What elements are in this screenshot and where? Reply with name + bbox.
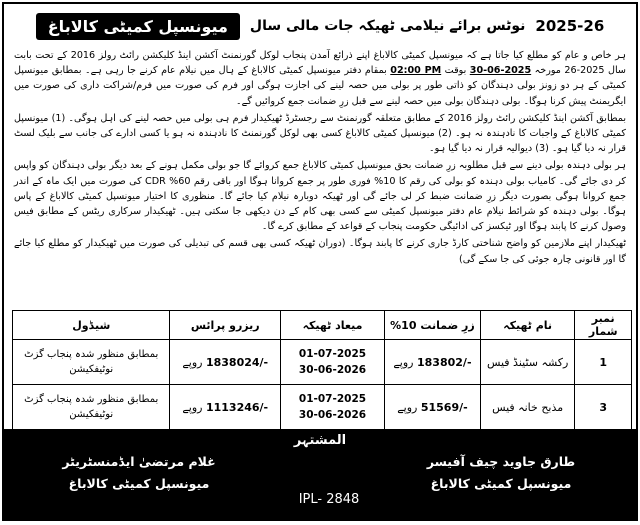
notice-body: [14, 48, 626, 269]
row-reserve-price: [170, 385, 280, 430]
row-duration: [280, 340, 384, 385]
reserve-amount: 1113246/-: [205, 400, 269, 414]
auction-date: 30-06-2025: [469, 65, 532, 77]
signature-chief-officer: [406, 451, 596, 495]
fiscal-year: 2025-26: [535, 17, 605, 35]
header-serial: نمبر شمار: [575, 311, 632, 340]
signature-administrator: [44, 451, 234, 495]
row-schedule: بمطابق منظور شدہ پنجاب گزٹ نوٹیفکیشن: [13, 385, 170, 430]
ipl-number: IPL- 2848: [298, 492, 360, 507]
administrator-org: میونسپل کمیٹی کالاباغ: [68, 476, 210, 491]
paragraph-3: ہر بولی دہندہ بولی دینے سے قبل مطلوبہ زرِ ضمانت بحق میونسپل کمیٹی کالاباغ جمع کروائے گا جو بولی مکمل ہونے کے بعد دیگر بولی دہندگان کو واپس کر دی جائے گی۔ کامیاب بولی دہندہ کو بولی کی رقم کا 10% فوری طور پر جمع کروانا ہوگا اور باقی رقم 60% CDR کی صورت میں ایک ماہ کے اندر جمع کروانا ہوگی بصورت دیگر زرِ ضمانت ضبط کر لی جائے گی اور ٹھیکہ دوبارہ نیلام کیا جائے گا۔ منظوری کا اختیار میونسپل کمیٹی کالاباغ کے پاس ہوگا۔ بولی دہندہ کو شرائط نیلام عام دفتر میونسپل کمیٹی سے کسی بھی کام کے دن دیکھی جا سکتی ہیں۔ ٹھیکیدار سرکاری ریٹس کے مطابق فیس وصول کرنے کا پابند ہوگا اور ٹیکسز کی ادائیگی حکومت پنجاب کے قواعد کے مطابق کرے گا۔: [14, 160, 626, 233]
row-contract-name: مذبح خانہ فیس: [480, 385, 575, 430]
deposit-amount: 51569/-: [420, 400, 468, 414]
notice-header: [24, 8, 616, 44]
row-reserve-price: [170, 340, 280, 385]
row-deposit: [385, 385, 481, 430]
paragraph-1-rest: بمقام دفتر میونسپل کمیٹی کالاباغ کے ہال میں نیلام عام کرنے جا رہی ہے۔ بمطابق میونسپل کمیٹی کے ہر دو زونز بولی دہندگان کو ذاتی طور پر بولی میں حصہ لینے کی اجازت ہوگی اور فرم کی صورت میں فرم/شراکت داری کی صورت میں ایگریمنٹ پیش کرنا ہوگا۔ بولی دہندگان بولی میں حصہ لینے سے قبل زرِ ضمانت جمع کروائیں گے۔: [14, 65, 626, 107]
header-duration: میعاد ٹھیکہ: [280, 311, 384, 340]
paragraph-1-text: ہر خاص و عام کو مطلع کیا جاتا ہے کہ میونسپل کمیٹی کالاباغ اپنے ذرائع آمدن پنجاب لوکل گورنمنٹ آکشن اینڈ کلیکشن رائٹ رولز 2016 کے تحت بابت سال 2025-26 مورخہ: [14, 50, 626, 77]
row-schedule: بمطابق منظور شدہ پنجاب گزٹ نوٹیفکیشن: [13, 340, 170, 385]
chief-officer-name: طارق جاوید چیف آفیسر: [426, 454, 576, 469]
paragraph-1-mid: بوقت: [444, 65, 467, 77]
administrator-name: غلام مرتضیٰ ایڈمنسٹریٹر: [62, 454, 216, 469]
row-serial: 3: [575, 385, 632, 430]
reserve-amount: 1838024/-: [205, 355, 269, 369]
header-contract-name: نام ٹھیکہ: [480, 311, 575, 340]
notice-title: نوٹس برائے نیلامی ٹھیکہ جات مالی سال: [249, 18, 526, 34]
header-schedule: شیڈول: [13, 311, 170, 340]
auction-time: 02:00 PM: [390, 65, 442, 77]
header-deposit: زرِ ضمانت 10%: [385, 311, 481, 340]
row-duration: [280, 385, 384, 430]
duration-start: 01-07-2025: [298, 393, 367, 405]
header-reserve-price: ریزرو پرائس: [170, 311, 280, 340]
notice-page: [2, 2, 638, 521]
duration-end: 30-06-2026: [298, 409, 367, 421]
paragraph-1: [14, 48, 626, 109]
duration-end: 30-06-2026: [298, 364, 367, 376]
row-deposit: [385, 340, 481, 385]
row-contract-name: رکشہ سٹینڈ فیس: [480, 340, 575, 385]
paragraph-4: ٹھیکیدار اپنے ملازمین کو واضح شناختی کارڈ جاری کرنے کا پابند ہوگا۔ (دوران ٹھیکہ کسی بھی قسم کی تبدیلی کی صورت میں ٹھیکیدار کو مطلع کیا جائے گا اور قانونی چارہ جوئی کی جا سکے گی): [14, 238, 626, 265]
deposit-amount: 183802/-: [417, 355, 472, 369]
footer-band: [4, 429, 636, 519]
table-row: [13, 385, 632, 430]
row-serial: 1: [575, 340, 632, 385]
deposit-unit: روپے: [393, 355, 414, 369]
deposit-unit: روپے: [397, 400, 418, 414]
reserve-unit: روپے: [182, 400, 203, 414]
org-name-banner: میونسپل کمیٹی کالاباغ: [36, 13, 240, 40]
paragraph-2: بمطابق آکشن اینڈ کلیکشن رائٹ رولز 2016 کے مطابق متعلقہ گورنمنٹ سے رجسٹرڈ ٹھیکیدار فرم ہی بولی میں حصہ لینے کی اہل ہوگی۔ (1) میونسپل کمیٹی کالاباغ کے واجبات کا نادہندہ نہ ہو۔ (2) میونسپل کمیٹی کالاباغ کسی بھی لوکل گورنمنٹ کا نادہندہ نہ ہو یا کسی ادارے کی جانب سے بلیک لسٹ قرار نہ دیا گیا ہو۔ (3) دیوالیہ قرار نہ دیا گیا ہو۔: [14, 112, 626, 155]
duration-start: 01-07-2025: [298, 348, 367, 360]
table-row: [13, 340, 632, 385]
reserve-unit: روپے: [182, 355, 203, 369]
table-header-row: [13, 311, 632, 340]
chief-officer-org: میونسپل کمیٹی کالاباغ: [430, 476, 572, 491]
advertiser-label: المشتہر: [293, 433, 347, 448]
contracts-table: [12, 310, 632, 430]
